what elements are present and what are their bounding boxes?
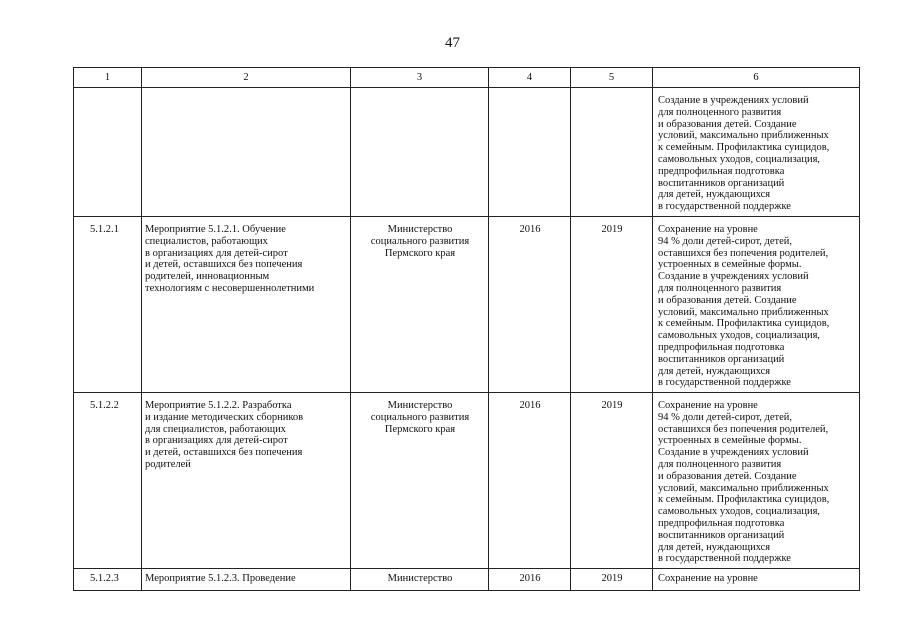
row-start-cell xyxy=(489,569,571,591)
row-title xyxy=(142,88,350,92)
row-start-cell xyxy=(489,88,571,217)
row-end-year: 2019 xyxy=(601,224,623,235)
row-result-cell xyxy=(653,393,860,569)
row-executor-cell xyxy=(351,393,489,569)
row-result: Сохранение на уровне 94 % доли детей-сирот, детей, оставшихся без попечения родителей, устроенных в семейные формы. Создание в учреждениях условий для полноценного развития и образования детей. Создание условий, максимально приближенных к семейным. Профилактика суицидов, самовольных уходов, социализация, предпрофильная подготовка воспитанников организаций для детей, нуждающихся в государственной поддержке xyxy=(658,224,830,389)
row-executor-cell xyxy=(351,569,489,591)
table-row xyxy=(74,393,860,569)
row-executor-cell xyxy=(351,88,489,217)
row-result-cell xyxy=(653,88,860,217)
table-header-row xyxy=(74,68,860,88)
column-header: 2 xyxy=(142,68,351,88)
row-executor: Министерство xyxy=(387,573,453,584)
row-title: Мероприятие 5.1.2.1. Обучение специалистов, работающих в организациях для детей-сирот и детей, оставшихся без попечения родителей, инновационным технологиям с несовершеннолетними xyxy=(145,224,315,294)
row-start-year xyxy=(489,88,570,91)
row-result: Создание в учреждениях условий для полноценного развития и образования детей. Создание условий, максимально приближенных к семейным. Профилактика суицидов, самовольных уходов, социализация, предпрофильная подготовка воспитанников организаций для детей, нуждающихся в государственной поддержке xyxy=(658,95,830,213)
row-code-cell xyxy=(74,393,142,569)
row-code xyxy=(74,88,141,91)
row-title: Мероприятие 5.1.2.3. Проведение xyxy=(145,573,296,584)
table-row xyxy=(74,88,860,217)
row-start-year: 2016 xyxy=(519,224,541,235)
row-code-cell xyxy=(74,569,142,591)
row-end-cell xyxy=(571,393,653,569)
column-header: 5 xyxy=(571,68,653,88)
row-start-cell xyxy=(489,393,571,569)
table-row xyxy=(74,569,860,591)
row-start-year: 2016 xyxy=(519,400,541,411)
row-end-year xyxy=(571,88,652,91)
row-end-cell xyxy=(571,88,653,217)
row-title-cell xyxy=(142,217,351,393)
row-result: Сохранение на уровне 94 % доли детей-сирот, детей, оставшихся без попечения родителей, устроенных в семейные формы. Создание в учреждениях условий для полноценного развития и образования детей. Создание условий, максимально приближенных к семейным. Профилактика суицидов, самовольных уходов, социализация, предпрофильная подготовка воспитанников организаций для детей, нуждающихся в государственной поддержке xyxy=(658,400,830,565)
row-code: 5.1.2.2 xyxy=(90,400,119,411)
column-header: 6 xyxy=(653,68,860,88)
row-code-cell xyxy=(74,88,142,217)
row-result: Сохранение на уровне xyxy=(658,573,758,584)
row-end-cell xyxy=(571,569,653,591)
column-header: 3 xyxy=(351,68,489,88)
column-header: 4 xyxy=(489,68,571,88)
row-start-cell xyxy=(489,217,571,393)
row-executor-cell xyxy=(351,217,489,393)
row-code: 5.1.2.3 xyxy=(90,573,119,584)
row-end-year: 2019 xyxy=(601,400,623,411)
row-title: Мероприятие 5.1.2.2. Разработка и издание методических сборников для специалистов, работающих в организациях для детей-сирот и детей, оставшихся без попечения родителей xyxy=(145,400,304,470)
row-end-year: 2019 xyxy=(601,573,623,584)
row-executor xyxy=(351,88,488,91)
row-title-cell xyxy=(142,88,351,217)
row-executor: Министерство социального развития Пермского края xyxy=(370,224,470,259)
table-row xyxy=(74,217,860,393)
row-end-cell xyxy=(571,217,653,393)
row-start-year: 2016 xyxy=(519,573,541,584)
row-executor: Министерство социального развития Пермского края xyxy=(370,400,470,435)
row-code: 5.1.2.1 xyxy=(90,224,119,235)
row-result-cell xyxy=(653,569,860,591)
row-result-cell xyxy=(653,217,860,393)
row-title-cell xyxy=(142,569,351,591)
measures-table xyxy=(73,67,860,591)
page-number: 47 xyxy=(445,35,460,51)
row-title-cell xyxy=(142,393,351,569)
column-header: 1 xyxy=(74,68,142,88)
row-code-cell xyxy=(74,217,142,393)
